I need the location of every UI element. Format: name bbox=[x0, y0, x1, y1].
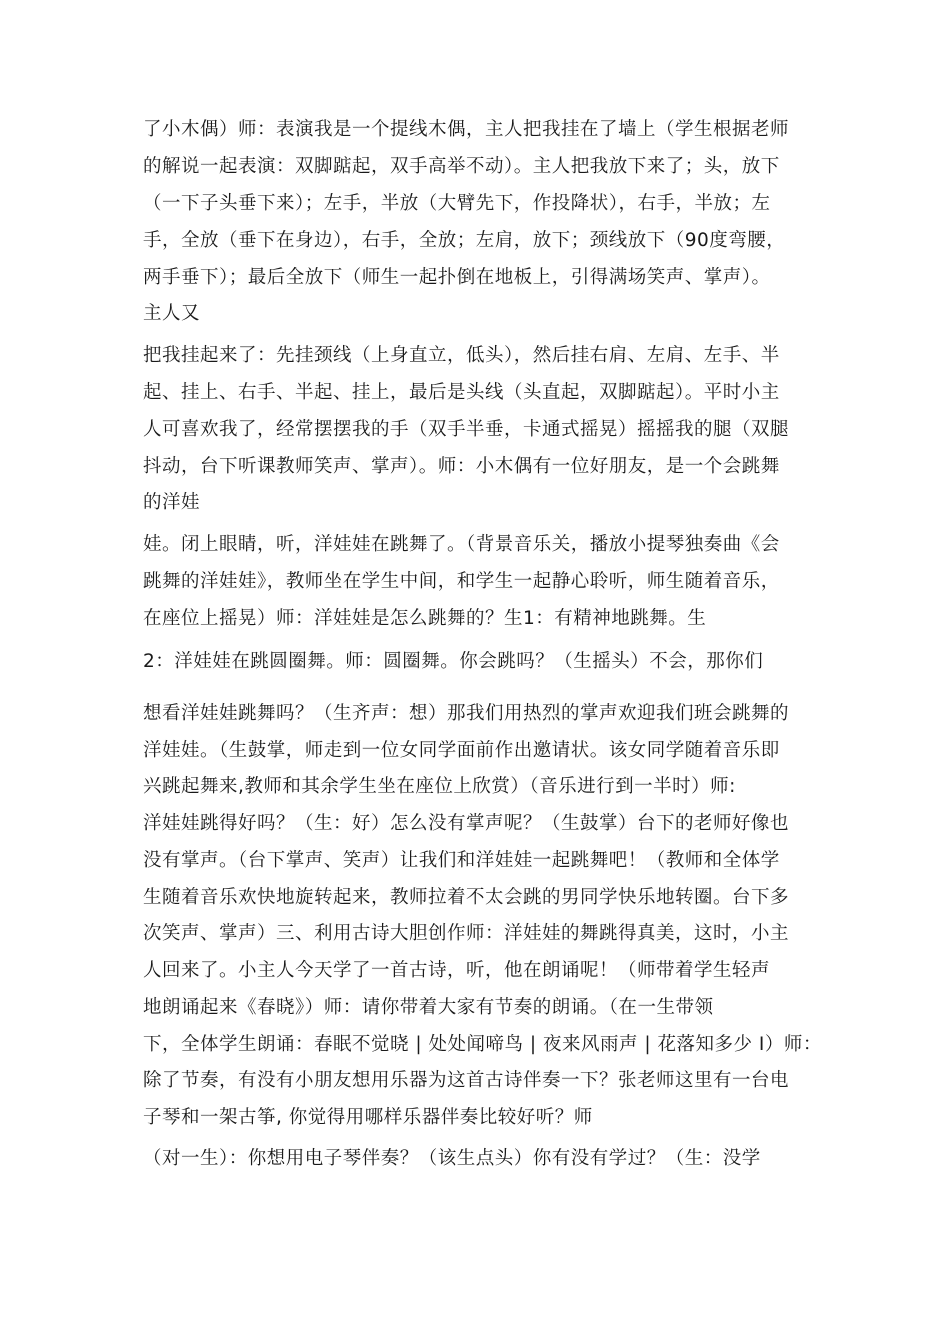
text-line: 次笑声、掌声）三、利用古诗大胆创作师：洋娃娃的舞跳得真美，这时，小主 bbox=[143, 923, 790, 944]
text-line: 子琴和一架古筝, 你觉得用哪样乐器伴奏比较好听？师 bbox=[143, 1107, 593, 1128]
text-line: 的解说一起表演：双脚踮起，双手高举不动）。主人把我放下来了；头，放下 bbox=[143, 156, 780, 177]
text-line: （一下子头垂下来）；左手，半放（大臂先下，作投降状），右手，半放；左 bbox=[143, 193, 771, 214]
text-line: 了小木偶）师：表演我是一个提线木偶，主人把我挂在了墙上（学生根据老师 bbox=[143, 119, 790, 140]
text-line: 洋娃娃。（生鼓掌，师走到一位女同学面前作出邀请状。该女同学随着音乐即 bbox=[143, 740, 780, 761]
text-line: 起、挂上、右手、半起、挂上，最后是头线（头直起，双脚踮起）。平时小主 bbox=[143, 382, 780, 403]
text-line: 2：洋娃娃在跳圆圈舞。师：圆圈舞。你会跳吗？（生摇头）不会，那你们 bbox=[143, 651, 764, 672]
text-line: 抖动，台下听课教师笑声、掌声）。师：小木偶有一位好朋友，是一个会跳舞 bbox=[143, 456, 780, 477]
text-line: 手，全放（垂下在身边），右手，全放；左肩，放下；颈线放下（90度弯腰， bbox=[143, 230, 786, 251]
text-line: 把我挂起来了：先挂颈线（上身直立，低头），然后挂右肩、左肩、左手、半 bbox=[143, 345, 780, 366]
text-line: 人回来了。小主人今天学了一首古诗，听，他在朗诵呢！（师带着学生轻声 bbox=[143, 960, 771, 981]
text-line: （对一生）：你想用电子琴伴奏？（该生点头）你有没有学过？（生：没学 bbox=[143, 1148, 761, 1169]
text-line: 想看洋娃娃跳舞吗？（生齐声：想）那我们用热烈的掌声欢迎我们班会跳舞的 bbox=[143, 703, 790, 724]
text-line: 主人又 bbox=[143, 303, 201, 324]
text-line: 两手垂下）；最后全放下（师生一起扑倒在地板上，引得满场笑声、掌声）。 bbox=[143, 267, 771, 288]
text-line: 兴跳起舞来,教师和其余学生坐在座位上欣赏）（音乐进行到一半时）师: bbox=[143, 776, 736, 797]
text-line: 人可喜欢我了，经常摆摆我的手（双手半垂，卡通式摇晃）摇摇我的腿（双腿 bbox=[143, 419, 790, 440]
text-line: 地朗诵起来《春晓》）师：请你带着大家有节奏的朗诵。（在一生带领 bbox=[143, 997, 714, 1018]
text-line: 下，全体学生朗诵：春眠不觉晓 | 处处闻啼鸟 | 夜来风雨声 | 花落知多少 I）师： bbox=[143, 1034, 822, 1055]
text-line: 娃。闭上眼睛，听，洋娃娃在跳舞了。（背景音乐关，播放小提琴独奏曲《会 bbox=[143, 534, 780, 555]
text-line: 生随着音乐欢快地旋转起来，教师拉着不太会跳的男同学快乐地转圈。台下多 bbox=[143, 887, 790, 908]
text-line: 跳舞的洋娃娃》，教师坐在学生中间，和学生一起静心聆听，师生随着音乐， bbox=[143, 571, 780, 592]
text-line: 洋娃娃跳得好吗？（生：好）怎么没有掌声呢？（生鼓掌）台下的老师好像也 bbox=[143, 813, 790, 834]
text-line: 没有掌声。（台下掌声、笑声）让我们和洋娃娃一起跳舞吧！（教师和全体学 bbox=[143, 850, 780, 871]
text-line: 在座位上摇晃）师：洋娃娃是怎么跳舞的？生1：有精神地跳舞。生 bbox=[143, 608, 707, 629]
text-line: 的洋娃 bbox=[143, 492, 201, 513]
text-line: 除了节奏，有没有小朋友想用乐器为这首古诗伴奏一下？张老师这里有一台电 bbox=[143, 1070, 790, 1091]
